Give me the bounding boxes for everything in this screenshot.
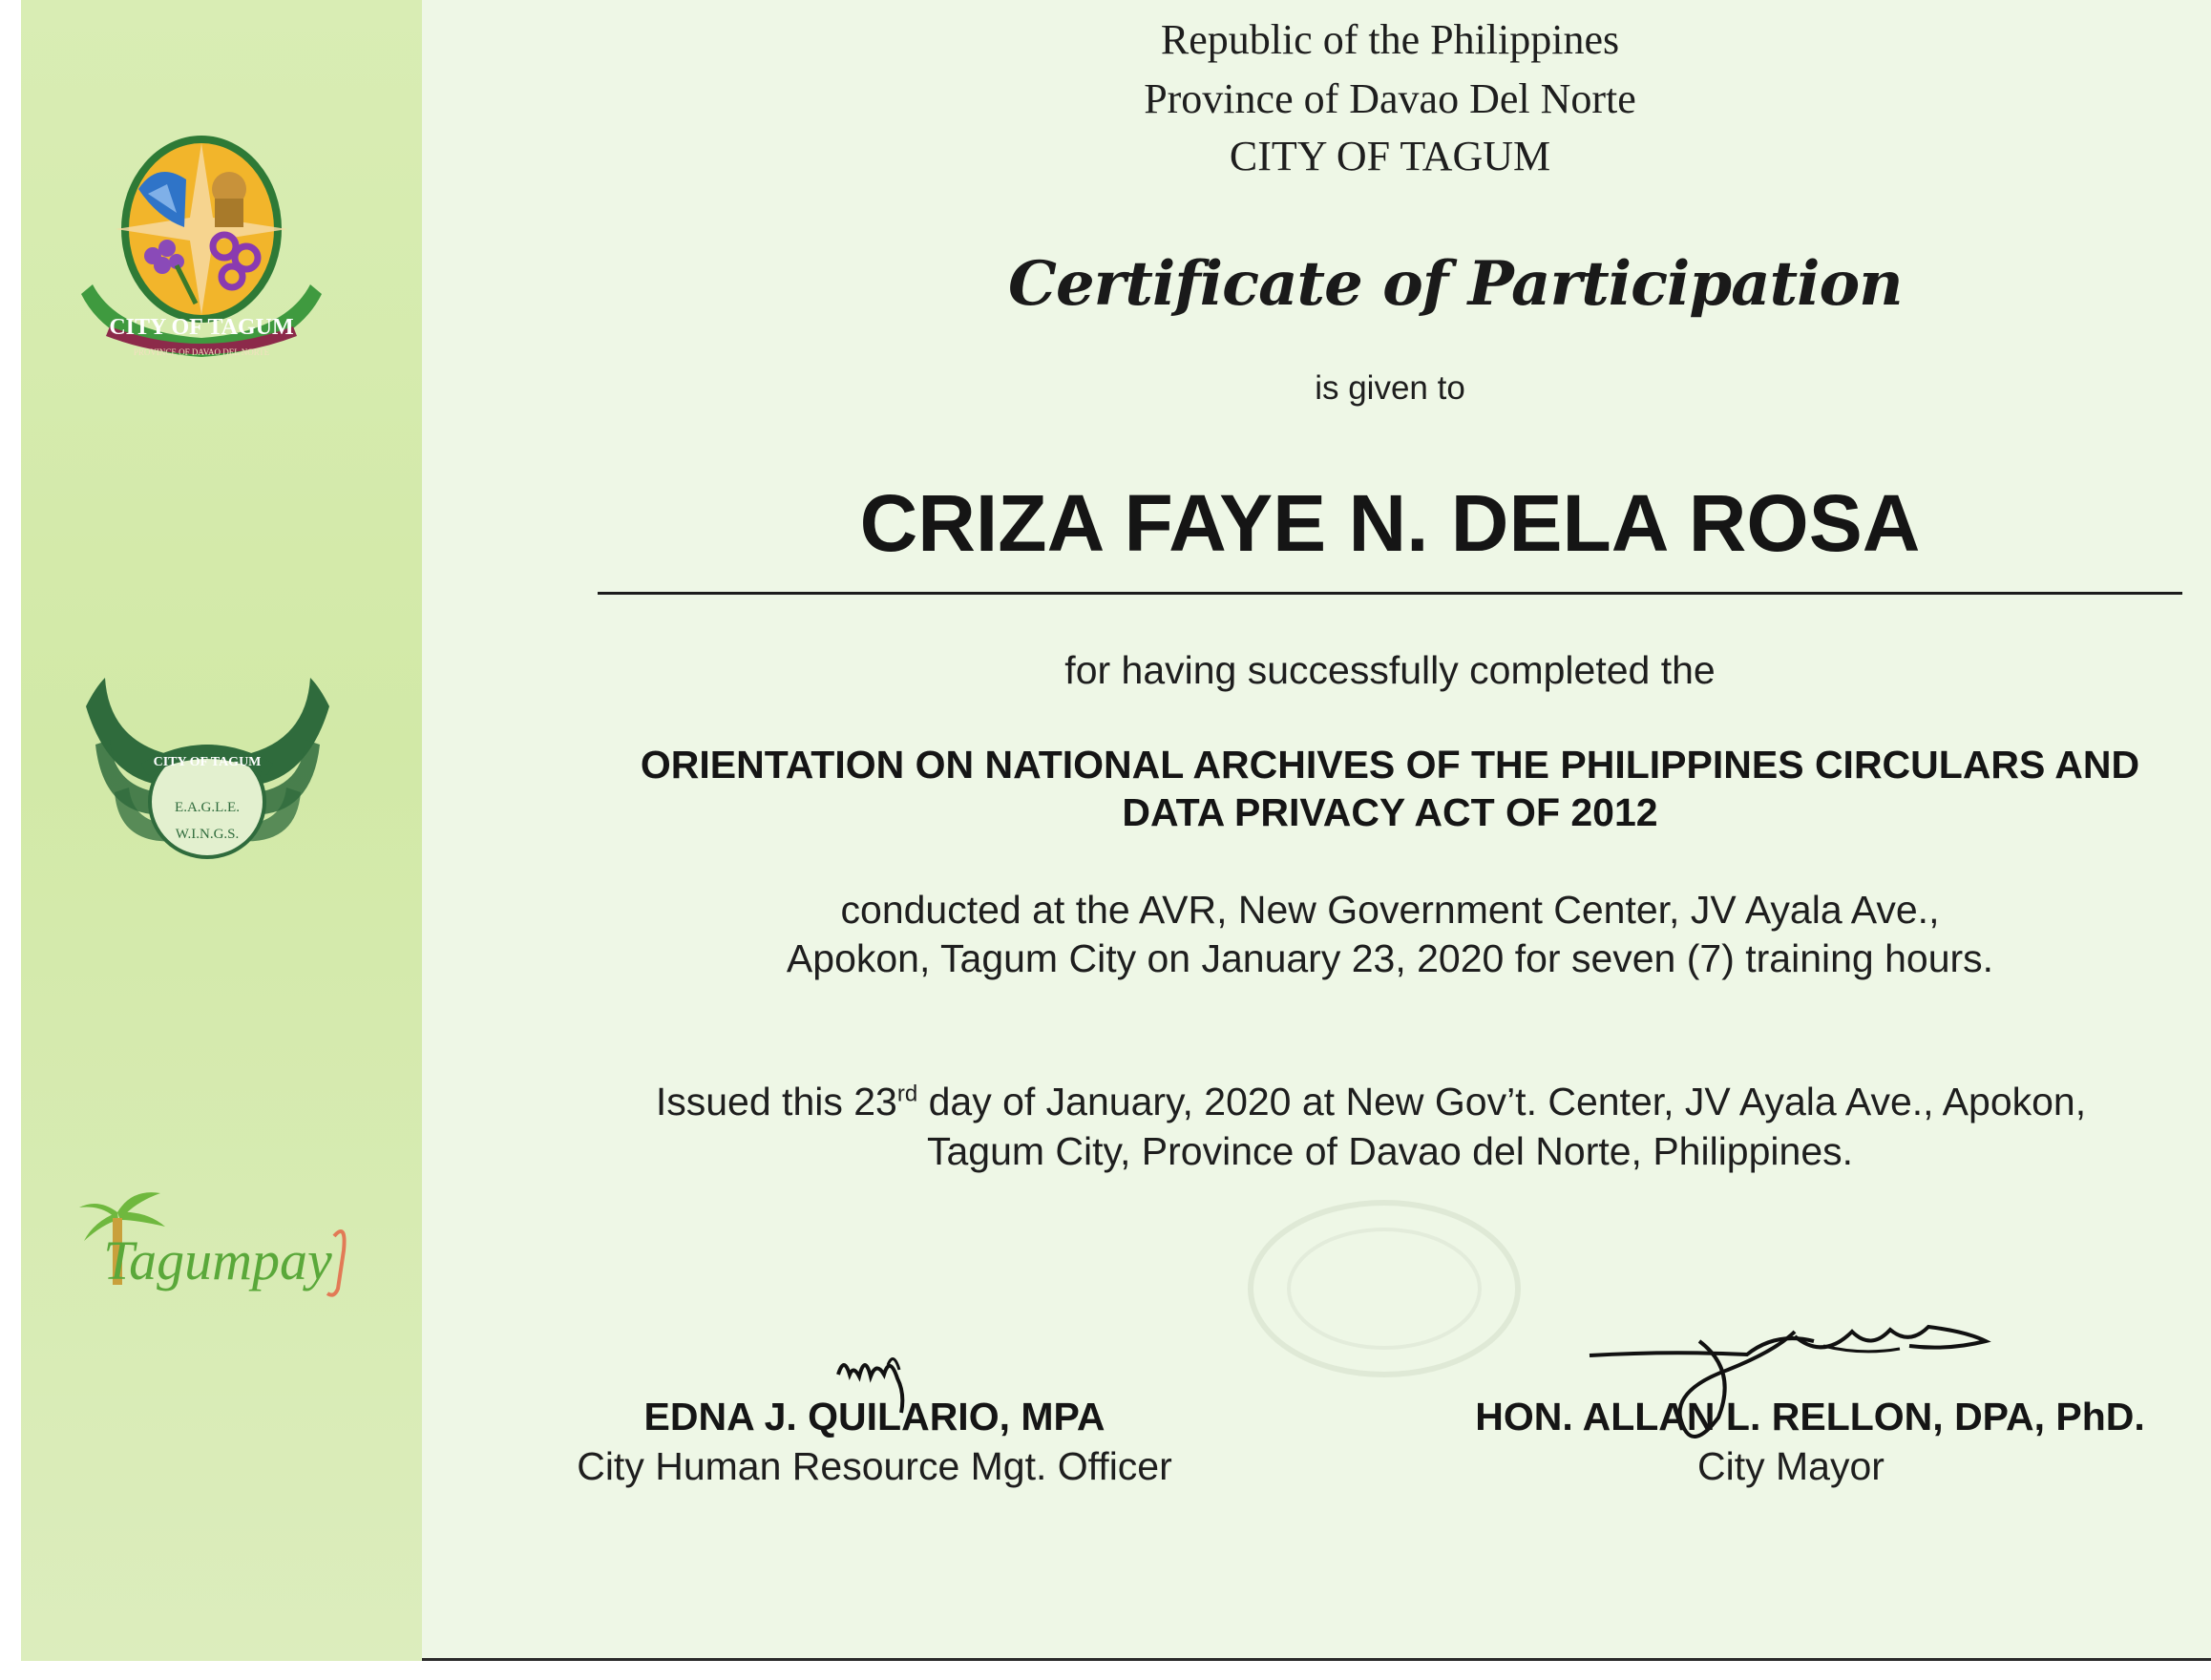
course-title-line2: DATA PRIVACY ACT OF 2012 [1122,790,1658,834]
issued-suffix: day of January, 2020 at New Gov’t. Center, JV Ayala Ave., Apokon, [917,1080,2087,1124]
issued-line2: Tagum City, Province of Davao del Norte, Philippines. [926,1129,1854,1173]
recipient-name: CRIZA FAYE N. DELA ROSA [859,478,1921,568]
name-underline [598,592,2182,595]
certificate-title: Certificate of Participation [1008,248,1903,320]
issued-prefix: Issued this 23 [655,1080,897,1124]
seal-ribbon-text: PROVINCE OF DAVAO DEL NORTE [133,347,270,357]
signatory-1-name: EDNA J. QUILARIO, MPA [643,1395,1106,1438]
scan-bottom-margin [0,1661,2211,1680]
scan-margin [0,0,21,1680]
given-to-text: is given to [1315,369,1465,407]
issued-ordinal-suffix: rd [896,1081,918,1107]
course-title-line1: ORIENTATION ON NATIONAL ARCHIVES OF THE PHILIPPINES CIRCULARS AND [640,743,2140,787]
eagle-wings-logo [76,668,339,873]
city-of-tagum-seal [72,122,335,372]
conducted-line1: conducted at the AVR, New Government Center, JV Ayala Ave., [840,888,1940,932]
tagumpay-text: Tagumpay [103,1229,332,1292]
signatory-1-title: City Human Resource Mgt. Officer [577,1444,1172,1488]
signatory-2-title: City Mayor [1697,1444,1885,1488]
wings-line1: E.A.G.L.E. [175,800,240,815]
conducted-line2: Apokon, Tagum City on January 23, 2020 for seven (7) training hours. [786,936,1994,980]
issued-line1 [540,1075,2201,1128]
seal-banner-text: CITY OF TAGUM [109,315,294,340]
wings-banner-text: CITY OF TAGUM [153,755,262,769]
header-republic: Republic of the Philippines [1160,16,1620,63]
signatory-2-name: HON. ALLAN L. RELLON, DPA, PhD. [1475,1395,2145,1438]
embossed-seal [1241,1193,1527,1384]
wings-line2: W.I.N.G.S. [175,827,240,842]
completed-text: for having successfully completed the [1064,648,1716,692]
tagumpay-logo [74,1184,361,1327]
header-city: CITY OF TAGUM [1229,133,1551,179]
header-province: Province of Davao Del Norte [1144,75,1636,122]
